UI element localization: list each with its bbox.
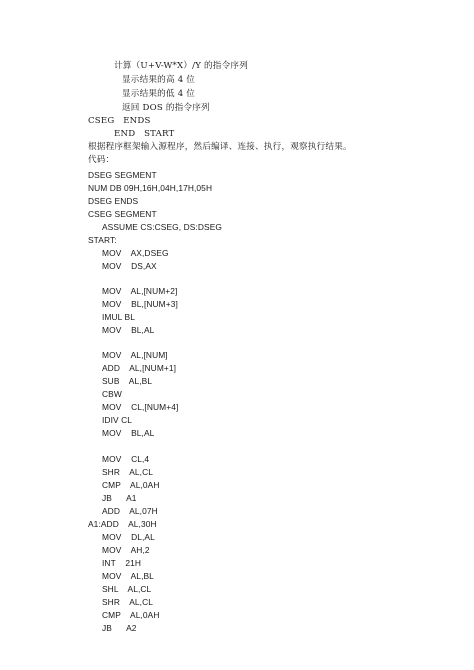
line-cseg-ends: CSEG ENDS — [88, 116, 151, 126]
code-line: MOV BL,AL — [102, 428, 155, 438]
code-line: JB A1 — [102, 493, 137, 503]
code-line: SHL AL,CL — [102, 584, 152, 594]
line-return-dos: 返回 DOS 的指令序列 — [122, 103, 210, 113]
code-line: SHR AL,CL — [102, 467, 154, 477]
line-show-low-4: 显示结果的低 4 位 — [122, 89, 196, 99]
code-line: ADD AL,[NUM+1] — [102, 363, 177, 373]
code-line: DSEG ENDS — [88, 196, 139, 206]
code-line: DSEG SEGMENT — [88, 170, 157, 180]
code-line: MOV CL,[NUM+4] — [102, 402, 179, 412]
code-line: MOV AX,DSEG — [102, 248, 169, 258]
code-line: CSEG SEGMENT — [88, 209, 157, 219]
code-line: MOV AL,BL — [102, 571, 154, 581]
code-line: START: — [88, 235, 117, 245]
code-line: MOV DL,AL — [102, 532, 155, 542]
code-line: CMP AL,0AH — [102, 480, 160, 490]
code-line: CBW — [102, 389, 122, 399]
code-line: MOV CL,4 — [102, 454, 150, 464]
code-line: MOV BL,[NUM+3] — [102, 299, 178, 309]
code-line: JB A2 — [102, 623, 137, 633]
code-line: ASSUME CS:CSEG, DS:DSEG — [102, 222, 223, 232]
code-line: MOV AL,[NUM+2] — [102, 286, 178, 296]
code-line: SUB AL,BL — [102, 376, 153, 386]
line-compute-sequence: 计算（U+V-W*X）/Y 的指令序列 — [114, 61, 248, 71]
code-label: 代码： — [88, 155, 115, 165]
code-line: MOV AH,2 — [102, 545, 150, 555]
code-line: IMUL BL — [102, 312, 135, 322]
code-line: A1:ADD AL,30H — [88, 519, 157, 529]
code-line: ADD AL,07H — [102, 506, 158, 516]
code-line: MOV BL,AL — [102, 325, 155, 335]
code-line: NUM DB 09H,16H,04H,17H,05H — [88, 183, 213, 193]
code-line: CMP AL,0AH — [102, 610, 160, 620]
code-line: IDIV CL — [102, 415, 133, 425]
code-line: MOV AL,[NUM] — [102, 350, 168, 360]
instruction-paragraph: 根据程序框架输入源程序，然后编译、连接、执行，观察执行结果。 — [88, 142, 352, 152]
code-line: INT 21H — [102, 558, 142, 568]
code-line: SHR AL,CL — [102, 597, 154, 607]
code-line: MOV DS,AX — [102, 261, 157, 271]
line-show-high-4: 显示结果的高 4 位 — [122, 75, 196, 85]
line-end-start: END START — [114, 129, 175, 139]
